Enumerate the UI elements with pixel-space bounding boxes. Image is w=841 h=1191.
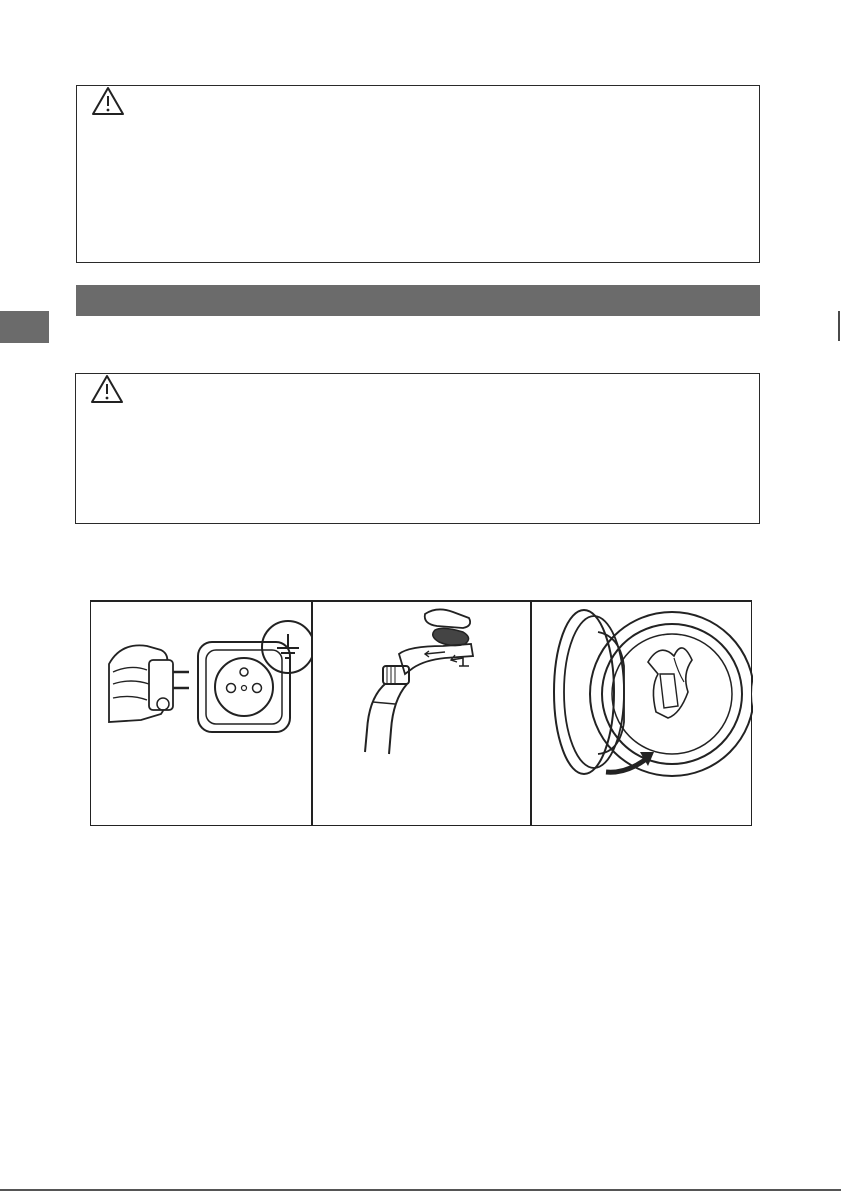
- warning-triangle-icon: [90, 374, 124, 404]
- warning-box-2: [75, 373, 760, 524]
- illustration-strip: [90, 600, 752, 826]
- section-header-bar: [76, 285, 760, 316]
- water-tap-hose-icon: [313, 602, 532, 826]
- plug-and-socket-icon: [91, 602, 311, 826]
- side-language-tab: [0, 311, 49, 343]
- warning-triangle-icon: [91, 86, 125, 116]
- warning-box-1: [76, 85, 760, 263]
- drum-door-laundry-icon: [532, 602, 753, 826]
- drum-door-panel: [530, 602, 751, 825]
- plug-socket-panel: [91, 602, 311, 825]
- page-edge-mark: [838, 311, 840, 341]
- tap-hose-panel: [311, 602, 530, 825]
